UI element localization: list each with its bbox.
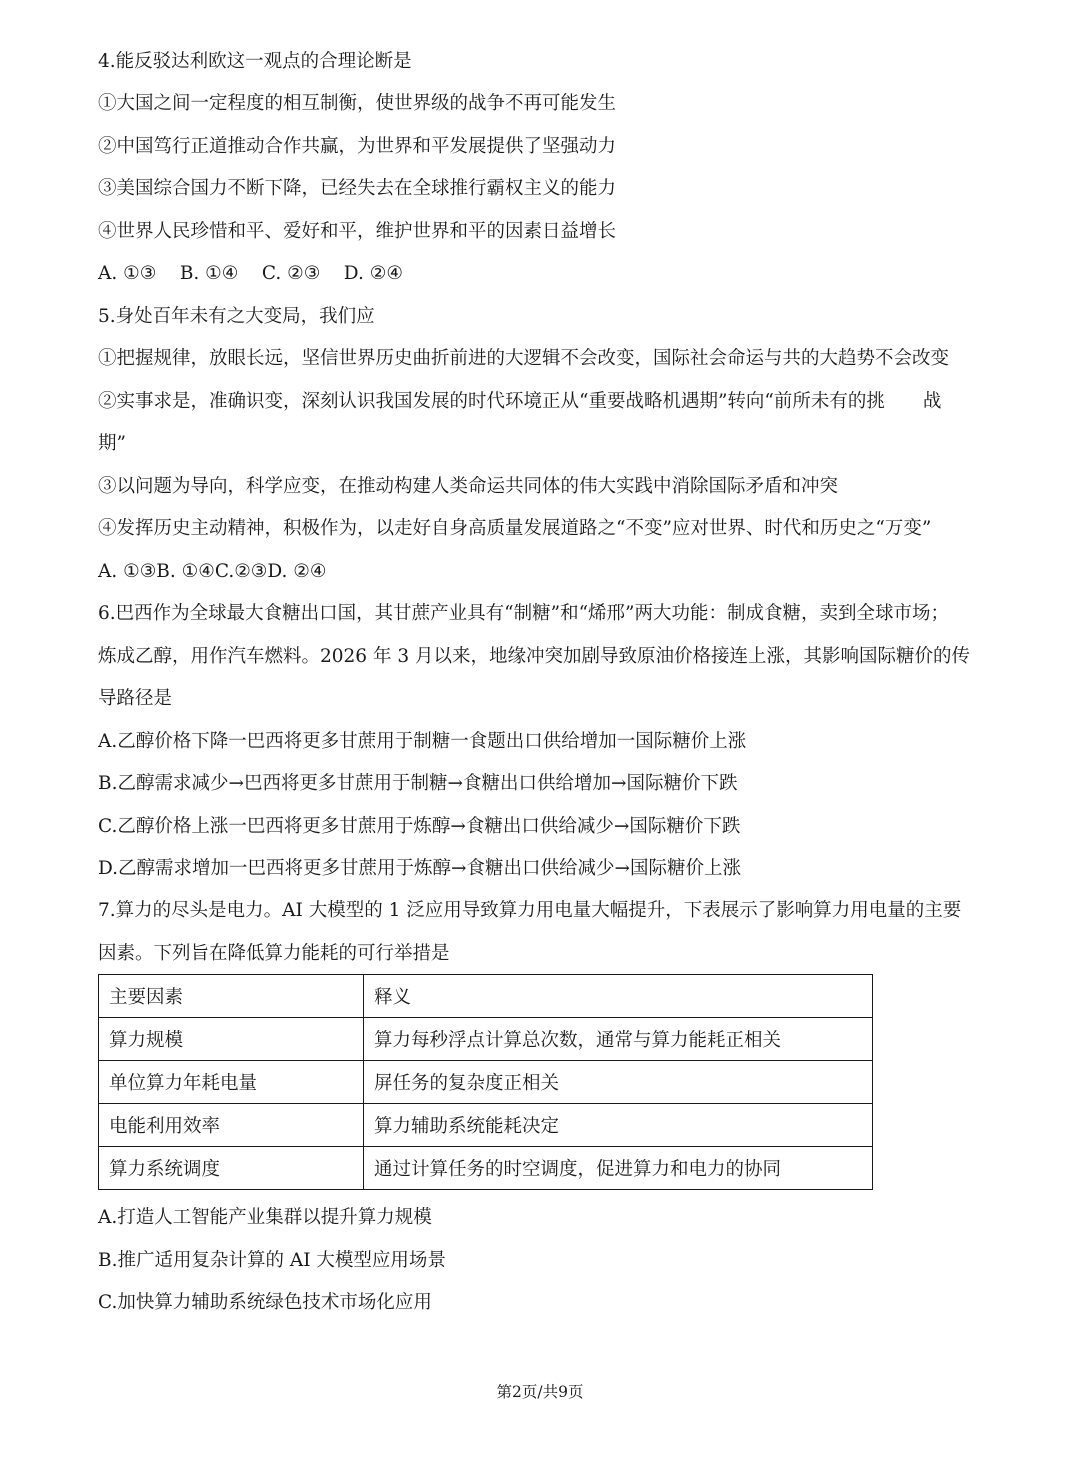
question-6-stem-line-1: 6.巴西作为全球最大食糖出口国，其甘蔗产业具有“制糖”和“烯邢”两大功能：制成食糖，卖到全球市场； (98, 603, 949, 624)
question-6-option-a: A.乙醇价格下降一巴西将更多甘蔗用于制糖一食题出口供给增加一国际糖价上涨 (98, 731, 747, 752)
question-6-stem-line-3: 导路径是 (98, 688, 173, 709)
question-5-item-2-text: ②实事求是，准确识变，深刻认识我国发展的时代环境正从“重要战略机遇期”转向“前所未有的挑 (98, 391, 885, 412)
question-4-options: A. ①③ B. ①④ C. ②③ D. ②④ (98, 263, 403, 284)
question-6-option-d: D.乙醇需求增加一巴西将更多甘蔗用于炼醇→食糖出口供给减少→国际糖价上涨 (98, 858, 742, 879)
table-row (99, 1104, 873, 1147)
table-cell-meaning: 通过计算任务的时空调度，促进算力和电力的协同 (364, 1147, 873, 1190)
question-6-option-b: B.乙醇需求减少→巴西将更多甘蔗用于制糖→食糖出口供给增加→国际糖价下跌 (98, 773, 738, 794)
question-7-stem-line-2: 因素。下列旨在降低算力能耗的可行举措是 (98, 943, 450, 964)
table-header-row (99, 975, 873, 1018)
question-5-item-2-continued: 战 (922, 391, 942, 412)
question-7-option-b: B.推广适用复杂计算的 AI 大模型应用场景 (98, 1250, 446, 1271)
question-7-option-c: C.加快算力辅助系统绿色技术市场化应用 (98, 1292, 432, 1313)
table-cell-factor: 电能利用效率 (99, 1104, 364, 1147)
question-4-item-1: ①大国之间一定程度的相互制衡，使世界级的战争不再可能发生 (98, 93, 617, 114)
factors-table (98, 974, 873, 1190)
question-5-stem: 5.身处百年未有之大变局，我们应 (98, 306, 375, 327)
question-4-stem: 4.能反驳达利欧这一观点的合理论断是 (98, 51, 412, 72)
question-4-item-4: ④世界人民珍惜和平、爱好和平，维护世界和平的因素日益增长 (98, 221, 617, 242)
table-cell-meaning: 算力每秒浮点计算总次数，通常与算力能耗正相关 (364, 1018, 873, 1061)
table-header-factor: 主要因素 (99, 975, 364, 1018)
question-7-stem-line-1: 7.算力的尽头是电力。AI 大模型的 1 泛应用导致算力用电量大幅提升，下表展示了影响算力用电量的主要 (98, 900, 962, 921)
page-number: 第2页/共9页 (496, 1383, 584, 1401)
question-5-item-2-end: 期” (98, 433, 126, 454)
question-5-options: A. ①③B. ①④C.②③D. ②④ (98, 561, 327, 582)
table-cell-factor: 算力规模 (99, 1018, 364, 1061)
table-cell-factor: 单位算力年耗电量 (99, 1061, 364, 1104)
question-7-option-a: A.打造人工智能产业集群以提升算力规模 (98, 1207, 432, 1228)
table-row (99, 1147, 873, 1190)
table-header-meaning: 释义 (364, 975, 873, 1018)
question-5-item-1: ①把握规律，放眼长远，坚信世界历史曲折前进的大逻辑不会改变，国际社会命运与共的大趋势不会改变 (98, 348, 950, 369)
table-cell-meaning: 屏任务的复杂度正相关 (364, 1061, 873, 1104)
table-row (99, 1061, 873, 1104)
question-5-item-4: ④发挥历史主动精神，积极作为，以走好自身高质量发展道路之“不变”应对世界、时代和历史之“万变” (98, 518, 932, 539)
question-6-stem-line-2: 炼成乙醇，用作汽车燃料。2026 年 3 月以来，地缘冲突加剧导致原油价格接连上涨，其影响国际糖价的传 (98, 646, 970, 667)
question-5-item-3: ③以问题为导向，科学应变，在推动构建人类命运共同体的伟大实践中消除国际矛盾和冲突 (98, 476, 839, 497)
table-cell-meaning: 算力辅助系统能耗决定 (364, 1104, 873, 1147)
table-row (99, 1018, 873, 1061)
table-cell-factor: 算力系统调度 (99, 1147, 364, 1190)
question-4-item-2: ②中国笃行正道推动合作共赢，为世界和平发展提供了坚强动力 (98, 136, 617, 157)
question-4-item-3: ③美国综合国力不断下降，已经失去在全球推行霸权主义的能力 (98, 178, 617, 199)
question-5-item-2 (98, 390, 941, 414)
question-6-option-c: C.乙醇价格上涨一巴西将更多甘蔗用于炼醇→食糖出口供给减少→国际糖价下跌 (98, 816, 741, 837)
